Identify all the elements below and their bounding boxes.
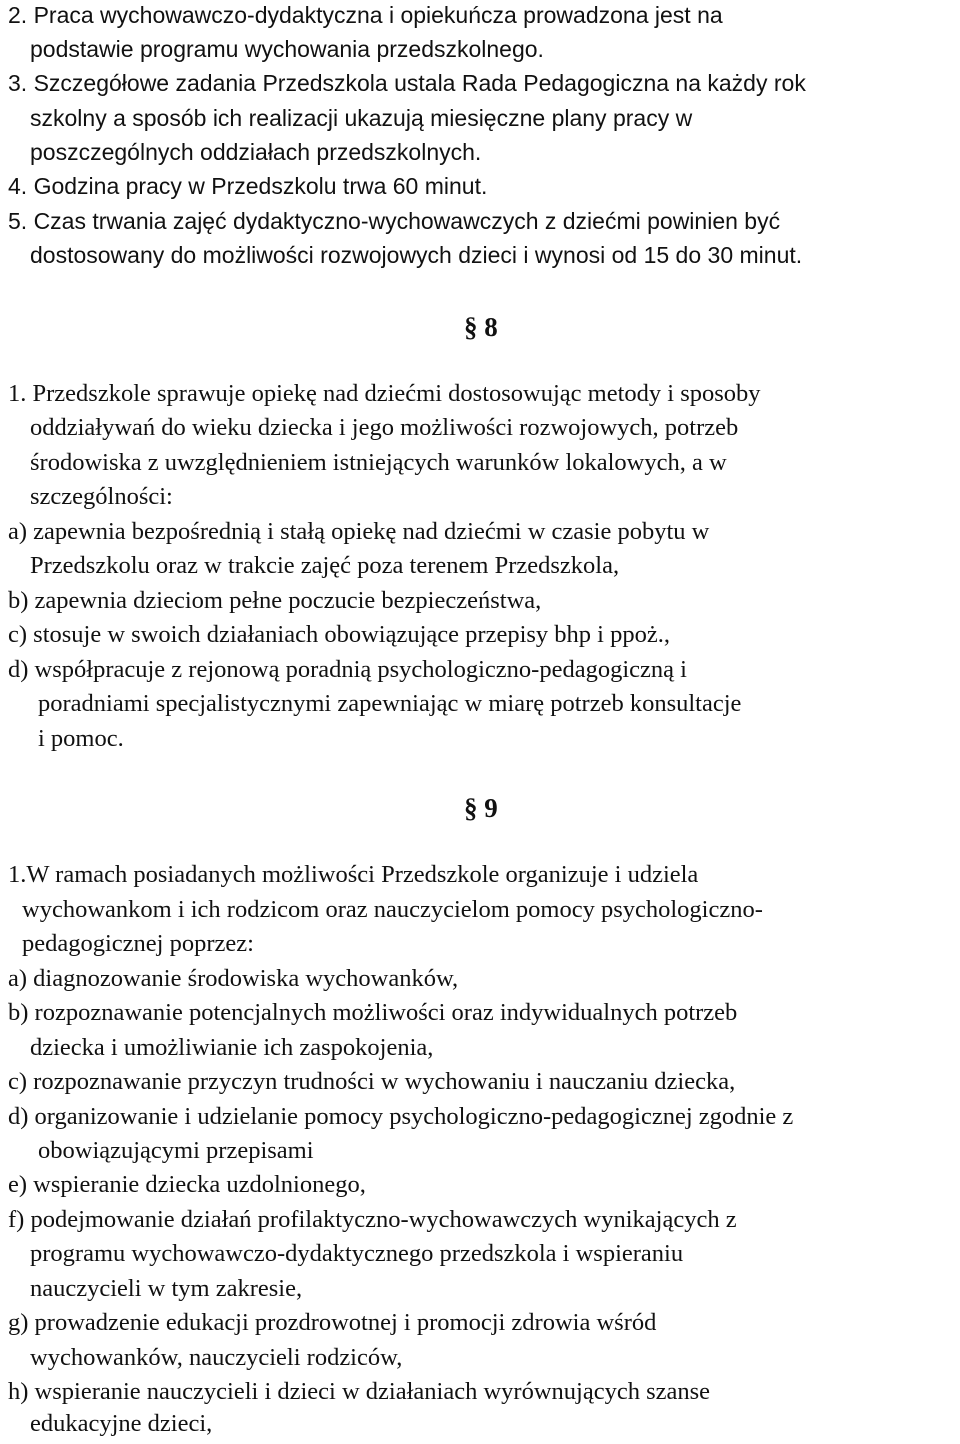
section-9-item-e: e) wspieranie dziecka uzdolnionego, [8,1171,366,1198]
section-8-item-a-line-2: Przedszkolu oraz w trakcie zajęć poza terenem Przedszkola, [30,552,620,579]
point-5-line-2: dostosowany do możliwości rozwojowych dzieci i wynosi od 15 do 30 minut. [30,242,803,268]
section-9-point-1-line-2: wychowankom i ich rodzicom oraz nauczycielom pomocy psychologiczno- [22,896,763,923]
section-8-point-1-line-2: oddziaływań do wieku dziecka i jego możliwości rozwojowych, potrzeb [30,414,739,441]
section-9-item-g-line-2: wychowanków, nauczycieli rodziców, [30,1344,403,1371]
point-2-line-2: podstawie programu wychowania przedszkolnego. [30,36,544,62]
point-3-line-2: szkolny a sposób ich realizacji ukazują miesięczne plany pracy w [30,105,693,131]
section-9-item-h-line-1: h) wspieranie nauczycieli i dzieci w działaniach wyrównujących szanse [8,1378,711,1405]
point-5-line-1: 5. Czas trwania zajęć dydaktyczno-wychowawczych z dziećmi powinien być [8,208,781,234]
section-9-item-b-line-2: dziecka i umożliwianie ich zaspokojenia, [30,1034,434,1061]
section-9-item-b-line-1: b) rozpoznawanie potencjalnych możliwości oraz indywidualnych potrzeb [8,999,738,1026]
section-8-heading: § 8 [464,312,498,342]
section-8-item-b: b) zapewnia dzieciom pełne poczucie bezpieczeństwa, [8,587,542,614]
point-2-line-1: 2. Praca wychowawczo-dydaktyczna i opiekuńcza prowadzona jest na [8,2,723,28]
section-9-item-f-line-2: programu wychowawczo-dydaktycznego przedszkola i wspieraniu [30,1240,684,1267]
section-9-point-1-line-1: 1.W ramach posiadanych możliwości Przedszkole organizuje i udziela [8,861,699,888]
section-9-item-c: c) rozpoznawanie przyczyn trudności w wychowaniu i nauczaniu dziecka, [8,1068,736,1095]
point-3-line-3: poszczególnych oddziałach przedszkolnych. [30,139,482,165]
section-9-item-d-line-2: obowiązującymi przepisami [38,1137,314,1164]
section-9-item-g-line-1: g) prowadzenie edukacji prozdrowotnej i promocji zdrowia wśród [8,1309,657,1336]
point-3-line-1: 3. Szczegółowe zadania Przedszkola ustala Rada Pedagogiczna na każdy rok [8,70,806,96]
section-9-item-a: a) diagnozowanie środowiska wychowanków, [8,965,459,992]
section-8-item-a-line-1: a) zapewnia bezpośrednią i stałą opiekę nad dziećmi w czasie pobytu w [8,518,710,545]
section-9-item-f-line-3: nauczycieli w tym zakresie, [30,1275,303,1302]
section-8-point-1-line-3: środowiska z uwzględnieniem istniejących warunków lokalowych, a w [30,449,727,476]
point-4-line: 4. Godzina pracy w Przedszkolu trwa 60 minut. [8,173,488,199]
section-8-item-d-line-3: i pomoc. [38,725,124,752]
section-8-point-1-line-1: 1. Przedszkole sprawuje opiekę nad dziećmi dostosowując metody i sposoby [8,380,761,407]
section-9-point-1-line-3: pedagogicznej poprzez: [22,930,254,957]
section-8-item-c: c) stosuje w swoich działaniach obowiązujące przepisy bhp i ppoż., [8,621,670,648]
section-9-item-d-line-1: d) organizowanie i udzielanie pomocy psychologiczno-pedagogicznej zgodnie z [8,1103,794,1130]
section-8-point-1-line-4: szczególności: [30,483,173,510]
section-9-item-h-line-2: edukacyjne dzieci, [30,1410,213,1437]
section-9-heading: § 9 [464,793,498,823]
section-9-item-f-line-1: f) podejmowanie działań profilaktyczno-wychowawczych wynikających z [8,1206,737,1233]
section-8-item-d-line-2: poradniami specjalistycznymi zapewniając w miarę potrzeb konsultacje [38,690,742,717]
section-8-item-d-line-1: d) współpracuje z rejonową poradnią psychologiczno-pedagogiczną i [8,656,687,683]
